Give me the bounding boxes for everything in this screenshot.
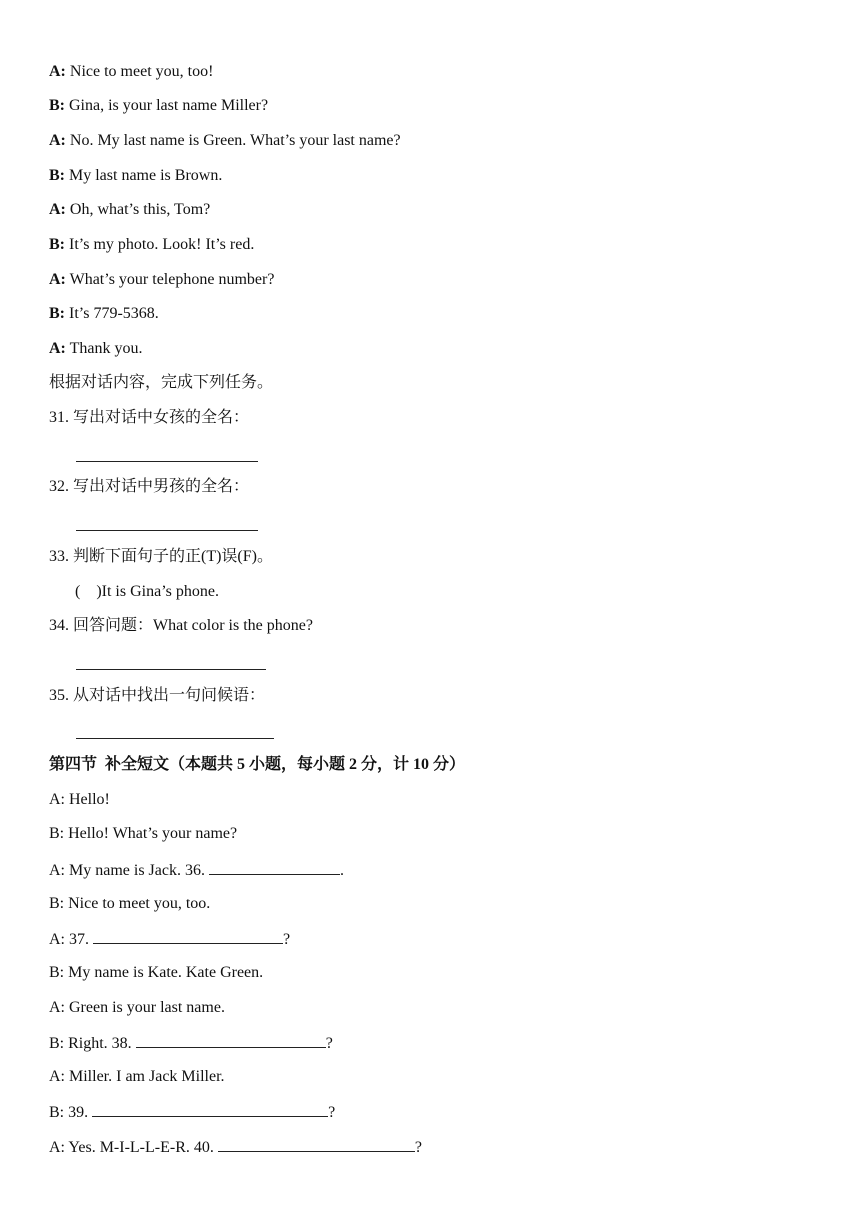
answer-line-34[interactable] [76,669,266,670]
dialogue-line: A: Miller. I am Jack Miller. [49,1068,225,1085]
dialogue-line-blank-36: A: My name is Jack. 36. . [49,859,344,881]
question-32: 32. 写出对话中男孩的全名： [49,478,250,495]
dialogue-line: B: Nice to meet you, too. [49,895,211,912]
dialogue-line: B: It’s 779-5368. [49,305,159,322]
blank-37[interactable] [93,928,283,944]
dialogue-line: A: No. My last name is Green. What’s your last name? [49,132,401,149]
answer-line-31[interactable] [76,461,258,462]
dialogue-line: A: Green is your last name. [49,999,225,1016]
question-34: 34. 回答问题：What color is the phone? [49,617,313,634]
dialogue-line: A: Oh, what’s this, Tom? [49,201,211,218]
dialogue-line: B: My name is Kate. Kate Green. [49,964,264,981]
dialogue-line-blank-40: A: Yes. M-I-L-L-E-R. 40. ? [49,1136,422,1158]
question-33-item: ( )It is Gina’s phone. [75,583,219,600]
answer-line-32[interactable] [76,530,258,531]
dialogue-line: A: Hello! [49,791,110,808]
question-33: 33. 判断下面句子的正(T)误(F)。 [49,548,273,565]
answer-line-35[interactable] [76,738,274,739]
blank-40[interactable] [218,1136,415,1152]
dialogue-line: A: What’s your telephone number? [49,271,275,288]
instruction: 根据对话内容，完成下列任务。 [49,374,274,391]
question-35: 35. 从对话中找出一句问候语： [49,687,266,704]
section-4-title: 第四节 补全短文（本题共 5 小题，每小题 2 分，计 10 分） [49,756,466,773]
dialogue-line-blank-38: B: Right. 38. ? [49,1032,333,1054]
blank-36[interactable] [209,859,340,875]
blank-39[interactable] [92,1101,328,1117]
dialogue-line: B: Gina, is your last name Miller? [49,97,269,114]
dialogue-line-blank-39: B: 39. ? [49,1101,335,1123]
dialogue-line: B: Hello! What’s your name? [49,825,238,842]
question-31: 31. 写出对话中女孩的全名： [49,409,250,426]
dialogue-line-blank-37: A: 37. ? [49,928,290,950]
dialogue-line: A: Thank you. [49,340,143,357]
dialogue-line: B: My last name is Brown. [49,167,223,184]
blank-38[interactable] [136,1032,326,1048]
dialogue-line: B: It’s my photo. Look! It’s red. [49,236,255,253]
dialogue-line: A: Nice to meet you, too! [49,63,214,80]
